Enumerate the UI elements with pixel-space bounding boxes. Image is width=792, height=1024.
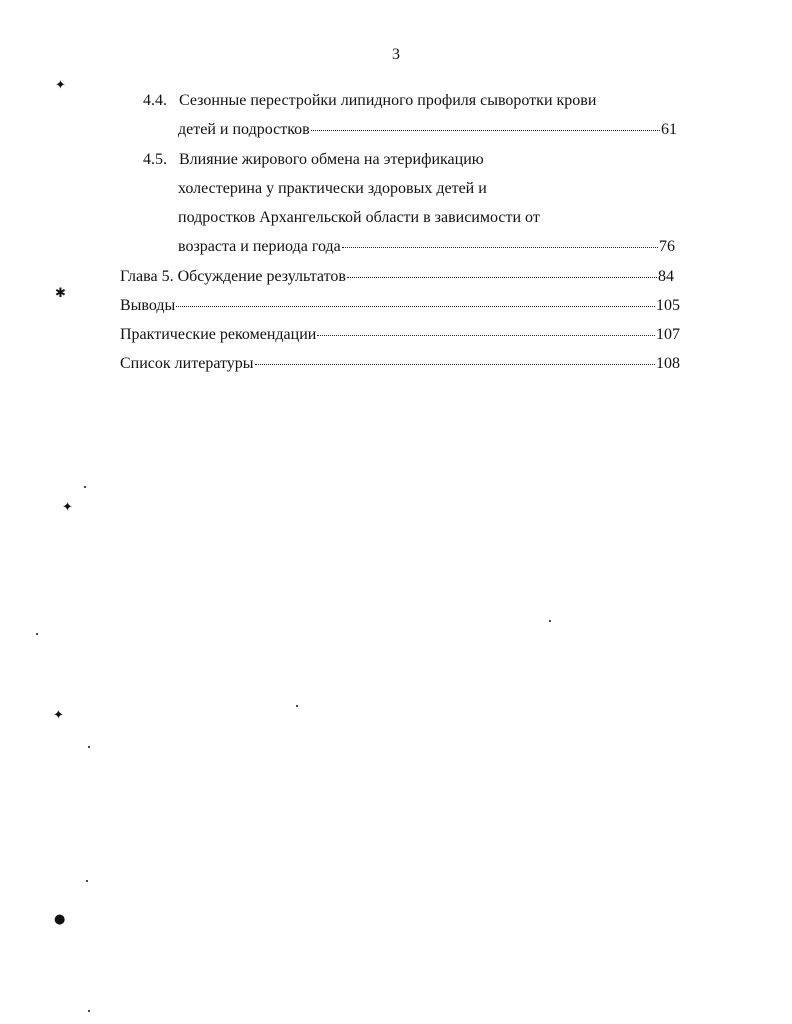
toc-entry-4-4-title-continued: детей и подростков	[178, 121, 310, 138]
dot-leader	[317, 335, 655, 336]
toc-entry-chapter-5[interactable]	[120, 267, 674, 287]
dot-leader	[342, 247, 658, 248]
toc-entry-chapter-5-title: Глава 5. Обсуждение результатов	[120, 268, 346, 285]
toc-entry-recommendations-page: 107	[656, 326, 680, 343]
scan-artifact-mark: ✱	[55, 286, 66, 301]
toc-entry-4-5-line2: холестерина у практически здоровых детей и	[178, 180, 487, 197]
scan-speck	[549, 620, 551, 622]
scan-speck	[36, 633, 38, 635]
toc-entry-4-5-title: Влияние жирового обмена на этерификацию	[179, 151, 484, 168]
toc-entry-4-5-title-continued: возраста и периода года	[178, 238, 341, 255]
toc-entry-4-4-number: 4.4.	[143, 92, 167, 109]
dot-leader	[311, 130, 660, 131]
toc-entry-conclusions[interactable]	[120, 296, 680, 316]
page-number: 3	[392, 46, 400, 63]
toc-entry-recommendations[interactable]	[120, 325, 680, 345]
toc-entry-4-5-number: 4.5.	[143, 151, 167, 168]
scan-speck	[296, 705, 298, 707]
scan-artifact-mark: ✦	[53, 708, 64, 723]
scan-speck	[86, 880, 88, 882]
scan-artifact-mark: ✦	[55, 78, 66, 93]
toc-entry-references-page: 108	[656, 355, 680, 372]
dot-leader	[176, 306, 655, 307]
toc-entry-4-5-line3: подростков Архангельской области в зависимости от	[178, 209, 540, 226]
toc-entry-references[interactable]	[120, 354, 680, 374]
scan-speck	[88, 746, 90, 748]
toc-entry-4-4-line2[interactable]	[178, 120, 677, 140]
dot-leader	[255, 364, 655, 365]
dot-leader	[347, 277, 657, 278]
toc-entry-conclusions-page: 105	[656, 297, 680, 314]
toc-entry-4-5-line4[interactable]	[178, 237, 675, 257]
scan-artifact-mark: ✦	[62, 500, 73, 515]
scan-artifact-mark: ●	[54, 912, 66, 927]
toc-entry-4-4-title: Сезонные перестройки липидного профиля сыворотки крови	[179, 92, 597, 109]
toc-entry-conclusions-title: Выводы	[120, 297, 176, 314]
toc-entry-references-title: Список литературы	[120, 355, 254, 372]
toc-entry-chapter-5-page: 84	[658, 268, 674, 285]
toc-entry-4-5-page: 76	[659, 238, 675, 255]
scan-speck	[88, 1010, 90, 1012]
toc-entry-4-4-page: 61	[661, 121, 677, 138]
toc-entry-recommendations-title: Практические рекомендации	[120, 326, 317, 343]
scan-speck	[84, 486, 86, 488]
